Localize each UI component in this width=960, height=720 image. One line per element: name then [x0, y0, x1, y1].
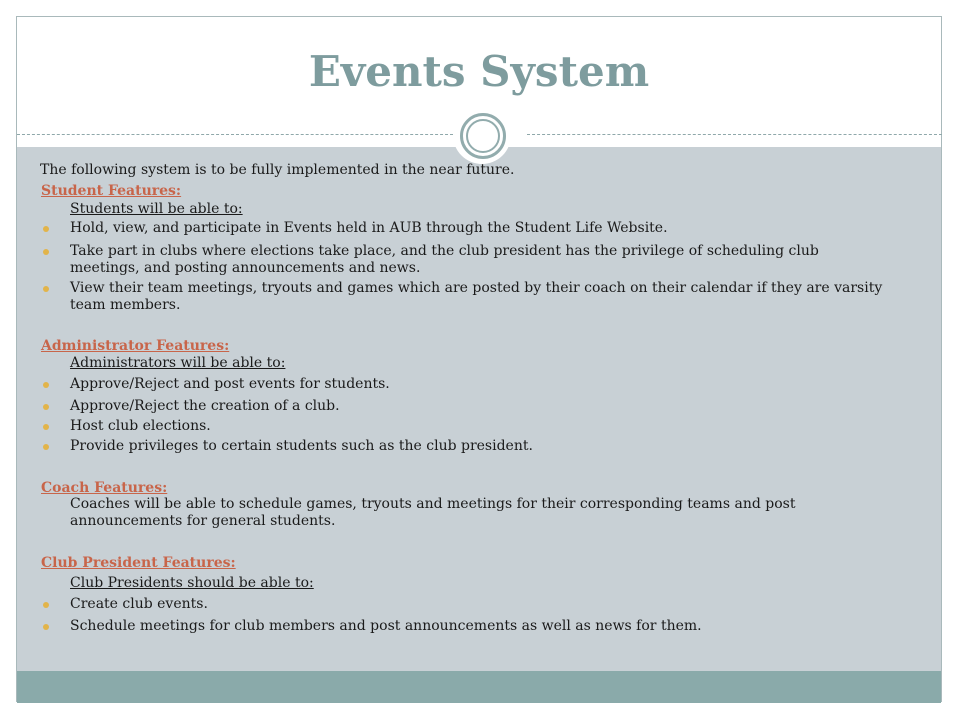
slide-title: Events System [308, 47, 650, 96]
section-heading-club-president: Club President Features: [41, 555, 236, 571]
list-item: Hold, view, and participate in Events held in AUB through the Student Life Website. [70, 220, 890, 237]
bullet-icon [43, 226, 49, 232]
bullet-icon [43, 286, 49, 292]
list-item: Create club events. [70, 596, 890, 613]
section-sub-student: Students will be able to: [70, 201, 243, 217]
bullet-icon [43, 602, 49, 608]
list-item: View their team meetings, tryouts and games which are posted by their coach on their calendar if they are varsity team members. [70, 280, 890, 314]
bullet-icon [43, 444, 49, 450]
section-text-coach: Coaches will be able to schedule games, tryouts and meetings for their corresponding teams and post announcements for general students. [70, 496, 796, 529]
list-item: Take part in clubs where elections take place, and the club president has the privilege of scheduling club meetings, and posting announcements and news. [70, 243, 890, 277]
bullet-icon [43, 424, 49, 430]
bullet-icon [43, 249, 49, 255]
bullet-icon [43, 404, 49, 410]
section-heading-coach: Coach Features: [41, 480, 168, 496]
bullet-icon [43, 382, 49, 388]
divider-right [527, 134, 942, 135]
section-heading-administrator: Administrator Features: [41, 338, 230, 354]
list-item: Provide privileges to certain students such as the club president. [70, 438, 890, 455]
circle-ornament-inner [466, 119, 500, 153]
section-sub-administrator: Administrators will be able to: [70, 355, 286, 371]
divider-left [17, 134, 453, 135]
list-item: Schedule meetings for club members and post announcements as well as news for them. [70, 618, 890, 635]
section-sub-club-president: Club Presidents should be able to: [70, 575, 314, 591]
list-item: Approve/Reject the creation of a club. [70, 398, 890, 415]
intro-text: The following system is to be fully implemented in the near future. [40, 162, 515, 178]
section-heading-student: Student Features: [41, 183, 182, 199]
bullet-icon [43, 624, 49, 630]
list-item: Approve/Reject and post events for students. [70, 376, 890, 393]
footer-bar [17, 671, 941, 703]
list-item: Host club elections. [70, 418, 890, 435]
